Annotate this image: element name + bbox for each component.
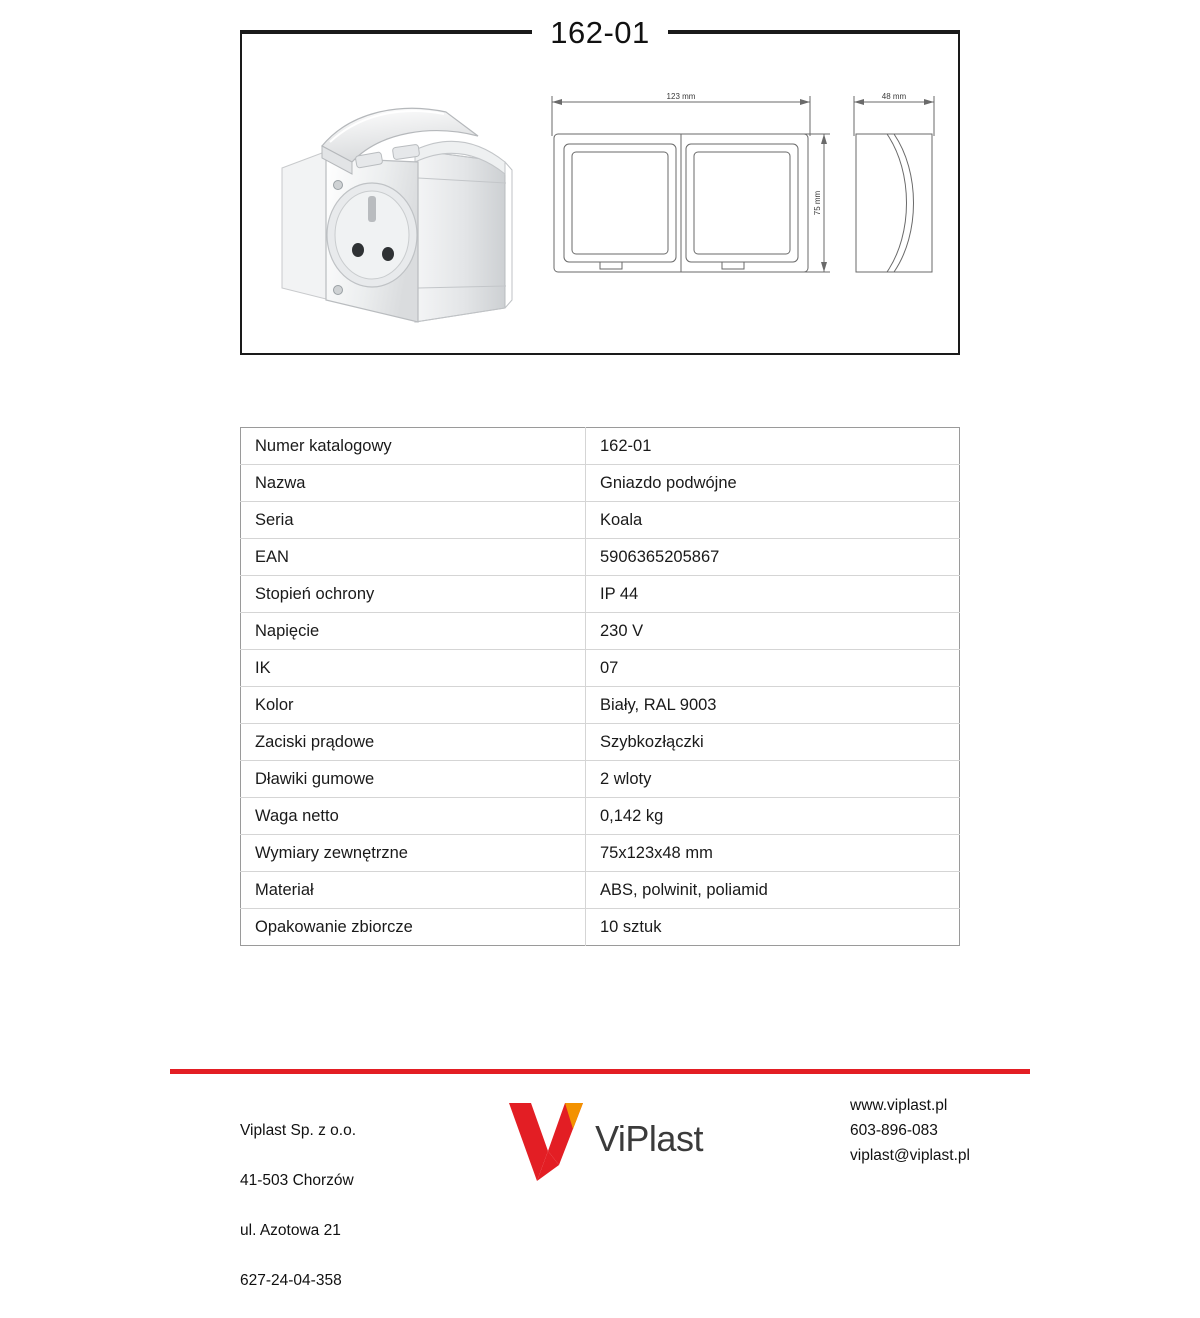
- spec-value: Gniazdo podwójne: [586, 465, 960, 502]
- product-panel: [240, 30, 960, 355]
- spec-value: 75x123x48 mm: [586, 835, 960, 872]
- contact-block: [850, 1085, 1030, 1168]
- spec-value: 162-01: [586, 428, 960, 465]
- spec-value: 10 sztuk: [586, 909, 960, 946]
- spec-value: Koala: [586, 502, 960, 539]
- viplast-logo-mark: [503, 1093, 589, 1185]
- table-row: [241, 539, 960, 576]
- contact-website[interactable]: www.viplast.pl: [850, 1097, 948, 1114]
- company-address: [170, 1085, 356, 1318]
- dimension-width-label: 123 mm: [666, 92, 696, 101]
- spec-value: 2 wloty: [586, 761, 960, 798]
- spec-key: IK: [241, 650, 586, 687]
- spec-value: 07: [586, 650, 960, 687]
- company-city: 41-503 Chorzów: [240, 1172, 354, 1189]
- dimension-height-label: 75 mm: [813, 190, 822, 216]
- technical-drawings: [542, 72, 942, 322]
- page-title: 162-01: [532, 16, 668, 50]
- table-row: [241, 761, 960, 798]
- footer: [170, 1085, 1030, 1289]
- spec-key: Materiał: [241, 872, 586, 909]
- spec-value: ABS, polwinit, poliamid: [586, 872, 960, 909]
- footer-divider: [170, 1069, 1030, 1074]
- table-row: [241, 798, 960, 835]
- spec-key: Nazwa: [241, 465, 586, 502]
- company-name: Viplast Sp. z o.o.: [240, 1122, 357, 1139]
- spec-key: Stopień ochrony: [241, 576, 586, 613]
- spec-key: Napięcie: [241, 613, 586, 650]
- spec-key: Seria: [241, 502, 586, 539]
- table-row: [241, 576, 960, 613]
- table-row: [241, 465, 960, 502]
- logo-wordmark: ViPlast: [595, 1118, 703, 1159]
- table-row: [241, 724, 960, 761]
- spec-value: 0,142 kg: [586, 798, 960, 835]
- table-row: [241, 502, 960, 539]
- company-logo: [503, 1085, 703, 1185]
- company-street: ul. Azotowa 21: [240, 1222, 341, 1239]
- table-row: [241, 872, 960, 909]
- company-taxid: 627-24-04-358: [240, 1272, 342, 1289]
- spec-value: IP 44: [586, 576, 960, 613]
- spec-key: Numer katalogowy: [241, 428, 586, 465]
- contact-email[interactable]: viplast@viplast.pl: [850, 1147, 970, 1164]
- table-row: [241, 687, 960, 724]
- contact-phone[interactable]: 603-896-083: [850, 1122, 938, 1139]
- table-row: [241, 909, 960, 946]
- dimension-depth-label: 48 mm: [881, 92, 907, 101]
- table-row: [241, 613, 960, 650]
- spec-key: Waga netto: [241, 798, 586, 835]
- specification-table: [240, 427, 960, 946]
- spec-key: Opakowanie zbiorcze: [255, 917, 413, 936]
- spec-key: Wymiary zewnętrzne: [241, 835, 586, 872]
- spec-value: 5906365205867: [586, 539, 960, 576]
- table-row: [241, 428, 960, 465]
- spec-key: Dławiki gumowe: [241, 761, 586, 798]
- spec-key: Kolor: [241, 687, 586, 724]
- spec-key: Zaciski prądowe: [241, 724, 586, 761]
- spec-value: 230 V: [586, 613, 960, 650]
- table-row: [241, 835, 960, 872]
- table-row: [241, 650, 960, 687]
- spec-value: Szybkozłączki: [586, 724, 960, 761]
- product-photo: [260, 50, 550, 330]
- spec-value: Biały, RAL 9003: [586, 687, 960, 724]
- specification-table-body: [241, 428, 960, 946]
- spec-key: EAN: [241, 539, 586, 576]
